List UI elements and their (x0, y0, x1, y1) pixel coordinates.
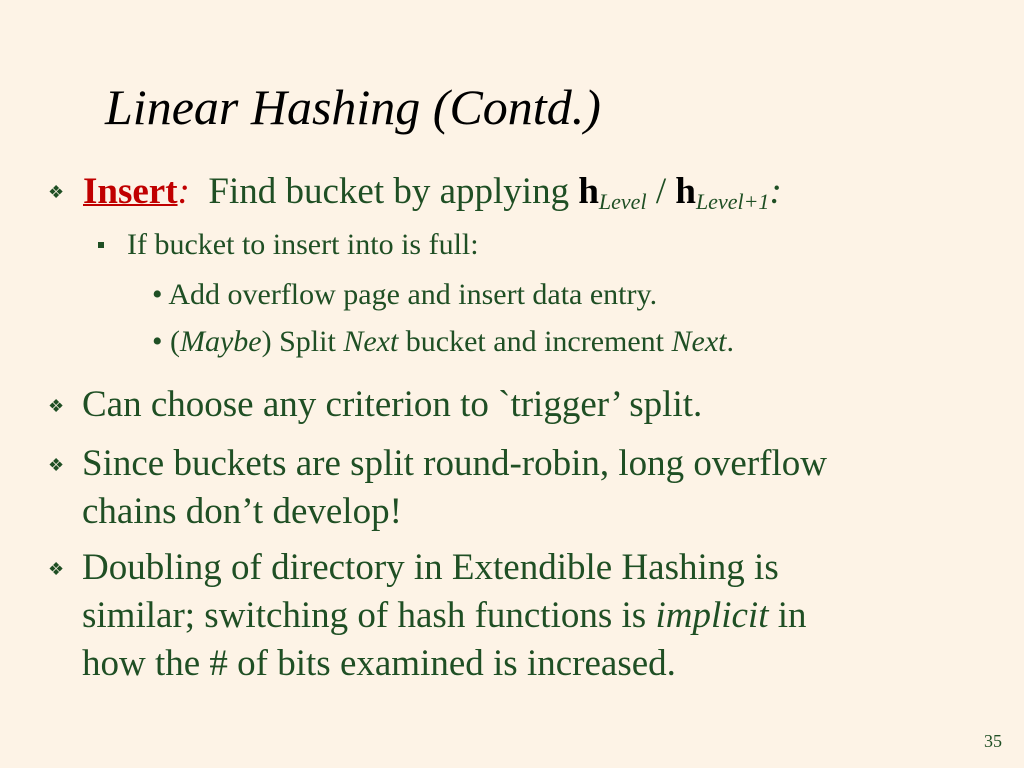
round-robin-line-2: chains don’t develop! (82, 491, 402, 532)
h-level: h (578, 171, 599, 212)
insert-keyword: Insert (83, 171, 178, 212)
bullet-trigger: Can choose any criterion to `trigger’ split. (82, 384, 703, 425)
slash: / (646, 171, 676, 212)
sub-sub-bullet-overflow: • Add overflow page and insert data entry. (152, 278, 658, 311)
split-mid1: ) Split (261, 325, 344, 358)
h-level-plus-one: h (675, 171, 696, 212)
diamond-bullet-icon: ❖ (48, 182, 65, 202)
insert-colon: : (177, 171, 190, 212)
page-number: 35 (984, 731, 1002, 751)
insert-text: Find bucket by applying (208, 171, 579, 212)
diamond-bullet-icon: ❖ (48, 455, 65, 475)
doubling-line-2-before: similar; switching of hash functions is (82, 595, 656, 636)
h-level-plus-one-subscript: Level+1 (695, 189, 770, 214)
doubling-line-2-after: in (768, 595, 807, 636)
bullet-round-robin (82, 440, 982, 536)
split-end: . (726, 325, 735, 358)
bullet-insert (83, 168, 782, 216)
diamond-bullet-icon: ❖ (48, 396, 65, 416)
round-robin-line-1: Since buckets are split round-robin, long overflow (82, 443, 827, 484)
doubling-line-3: how the # of bits examined is increased. (82, 643, 676, 684)
square-bullet-icon (98, 242, 104, 248)
split-mid2: bucket and increment (398, 325, 672, 358)
doubling-line-1: Doubling of directory in Extendible Hashing is (82, 547, 779, 588)
slide-title: Linear Hashing (Contd.) (105, 79, 601, 135)
diamond-bullet-icon: ❖ (48, 559, 65, 579)
implicit-text: implicit (655, 595, 769, 636)
bullet-doubling (82, 544, 982, 688)
doubling-line-2 (82, 592, 982, 640)
next-text-2: Next (671, 325, 727, 358)
next-text-1: Next (343, 325, 399, 358)
sub-bullet-full: If bucket to insert into is full: (127, 228, 479, 261)
split-prefix: • ( (152, 325, 180, 358)
maybe-text: Maybe (180, 325, 262, 358)
end-colon: : (769, 171, 782, 212)
h-level-subscript: Level (598, 189, 647, 214)
sub-sub-bullet-split (152, 325, 734, 359)
